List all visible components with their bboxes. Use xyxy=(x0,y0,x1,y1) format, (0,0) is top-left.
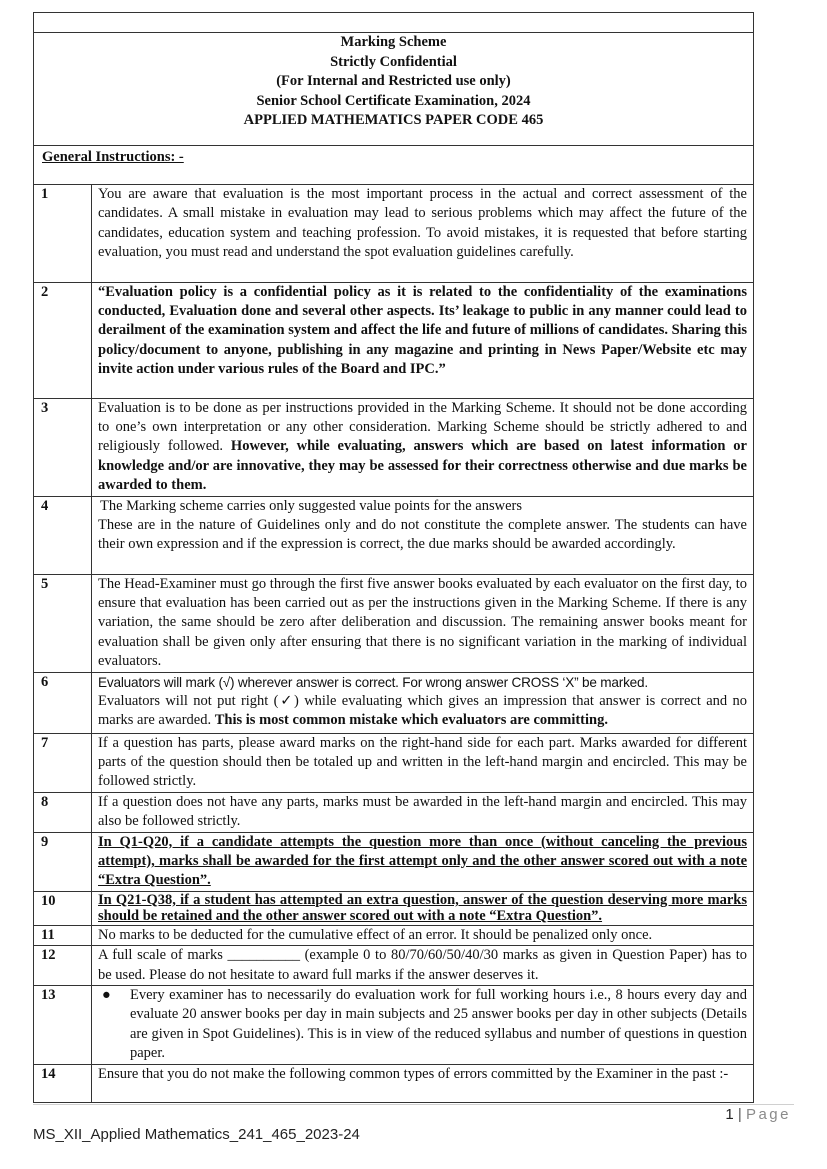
item-text-part: These are in the nature of Guidelines only and do not constitute the complete answer. The students can have their own expression and if the expression is correct, the due marks should be awarded accordingly. xyxy=(98,516,747,553)
item-text: No marks to be deducted for the cumulative effect of an error. It should be penalized only once. xyxy=(92,925,754,945)
item-text-part: Evaluators will not put right (✓) while evaluating which gives an impression that answer is correct and no marks are awarded. xyxy=(98,692,747,729)
item-number: 8 xyxy=(34,792,92,832)
header-line-2: Strictly Confidential xyxy=(330,53,457,70)
item-text-cell xyxy=(92,986,754,1065)
item-number: 11 xyxy=(34,925,92,945)
table-row xyxy=(34,672,753,733)
item-number: 5 xyxy=(34,574,92,672)
section-title: General Instructions: - xyxy=(42,149,184,165)
item-text xyxy=(92,398,754,496)
item-number: 10 xyxy=(34,891,92,925)
table-row xyxy=(34,1064,753,1102)
document-header xyxy=(34,33,753,146)
item-text-emphasis: This is most common mistake which evaluators are committing. xyxy=(214,712,608,729)
item-number: 9 xyxy=(34,832,92,891)
instructions-table xyxy=(33,12,754,1103)
section-title-row xyxy=(34,146,753,185)
table-row xyxy=(34,733,753,792)
table-row xyxy=(34,832,753,891)
empty-top-row xyxy=(34,13,753,33)
item-number: 12 xyxy=(34,946,92,986)
item-text-part: The Marking scheme carries only suggested value points for the answers xyxy=(100,497,522,514)
header-line-4: Senior School Certificate Examination, 2024 xyxy=(256,92,531,109)
item-text: Ensure that you do not make the following common types of errors committed by the Examiner in the past :- xyxy=(92,1064,754,1102)
table-row xyxy=(34,891,753,925)
header-line-5: APPLIED MATHEMATICS PAPER CODE 465 xyxy=(243,112,544,128)
item-number: 7 xyxy=(34,733,92,792)
item-number: 1 xyxy=(34,185,92,282)
item-text-part: Evaluation is to be done as per instructions provided in the Marking Scheme. It should not be done according to one’s own interpretation or any other consideration. Marking Scheme should be strictly adhered to and religiously followed. xyxy=(98,399,747,455)
page-number: 1 xyxy=(725,1106,734,1123)
item-text-emphasis: However, while evaluating, answers which are based on latest information or knowledge and/or are innovative, they may be assessed for their correctness otherwise and due marks be awarded to them. xyxy=(98,438,747,494)
instructions-list xyxy=(34,185,753,1103)
header-line-1: Marking Scheme xyxy=(340,34,447,50)
table-row xyxy=(34,282,753,398)
footer-divider xyxy=(33,1104,794,1105)
table-row xyxy=(34,574,753,672)
item-text: In Q21-Q38, if a student has attempted an extra question, answer of the question deserving more marks should be retained and the other answer scored out with a note “Extra Question”. xyxy=(92,891,754,925)
table-row xyxy=(34,792,753,832)
header-line-3: (For Internal and Restricted use only) xyxy=(276,73,511,89)
table-row xyxy=(34,496,753,574)
item-text: If a question has parts, please award marks on the right-hand side for each part. Marks awarded for different parts of the question should then be totaled up and written in the left-hand margin and encircled. This may be followed strictly. xyxy=(92,733,754,792)
table-row xyxy=(34,986,753,1065)
item-number: 3 xyxy=(34,398,92,496)
document-filename: MS_XII_Applied Mathematics_241_465_2023-24 xyxy=(33,1126,360,1143)
bullet-item xyxy=(98,986,747,1064)
item-text: The Head-Examiner must go through the first five answer books evaluated by each evaluator on the first day, to ensure that evaluation has been carried out as per the instructions given in the Marking Scheme. If there is any variation, the same should be zero after deliberation and discussion. The remaining answer books meant for evaluation shall be given only after ensuring that there is no significant variation in the marking of individual evaluators. xyxy=(92,574,754,672)
item-text: Every examiner has to necessarily do evaluation work for full working hours i.e., 8 hours every day and evaluate 20 answer books per day in main subjects and 25 answer books per day in other subjects (Details are given in Spot Guidelines). This is in view of the reduced syllabus and number of questions in question paper. xyxy=(130,987,747,1062)
item-text: In Q1-Q20, if a candidate attempts the question more than once (without canceling the previous attempt), marks shall be awarded for the first attempt only and the other answer scored out with a note “Extra Question”. xyxy=(92,832,754,891)
table-row xyxy=(34,185,753,282)
item-number: 2 xyxy=(34,282,92,398)
item-number: 14 xyxy=(34,1064,92,1102)
item-text: A full scale of marks __________ (example 0 to 80/70/60/50/40/30 marks as given in Question Paper) has to be used. Please do not hesitate to award full marks if the answer deserves it. xyxy=(92,946,754,986)
item-text xyxy=(92,496,754,574)
page-indicator xyxy=(725,1106,791,1123)
table-row xyxy=(34,925,753,945)
table-row xyxy=(34,946,753,986)
table-row xyxy=(34,398,753,496)
item-text-part: Evaluators will mark (√) wherever answer is correct. For wrong answer CROSS ‘X” be marked. xyxy=(98,674,648,690)
bullet-icon: ● xyxy=(102,987,111,1004)
item-text: “Evaluation policy is a confidential policy as it is related to the confidentiality of the examinations conducted, Evaluation done and several other aspects. Its’ leakage to public in any manner could lead to derailment of the examination system and affect the life and future of millions of candidates. Sharing this policy/document to anyone, publishing in any magazine and printing in News Paper/Website etc may invite action under various rules of the Board and IPC.” xyxy=(92,282,754,398)
item-number: 6 xyxy=(34,672,92,733)
item-text xyxy=(92,672,754,733)
item-number: 13 xyxy=(34,986,92,1065)
page-word: Page xyxy=(745,1106,791,1123)
item-text: If a question does not have any parts, marks must be awarded in the left-hand margin and encircled. This may also be followed strictly. xyxy=(92,792,754,832)
page-separator: | xyxy=(737,1106,742,1123)
item-text: You are aware that evaluation is the most important process in the actual and correct assessment of the candidates. A small mistake in evaluation may lead to serious problems which may affect the future of the candidates, education system and teaching profession. To avoid mistakes, it is requested that before starting evaluation, you must read and understand the spot evaluation guidelines carefully. xyxy=(92,185,754,282)
item-number: 4 xyxy=(34,496,92,574)
